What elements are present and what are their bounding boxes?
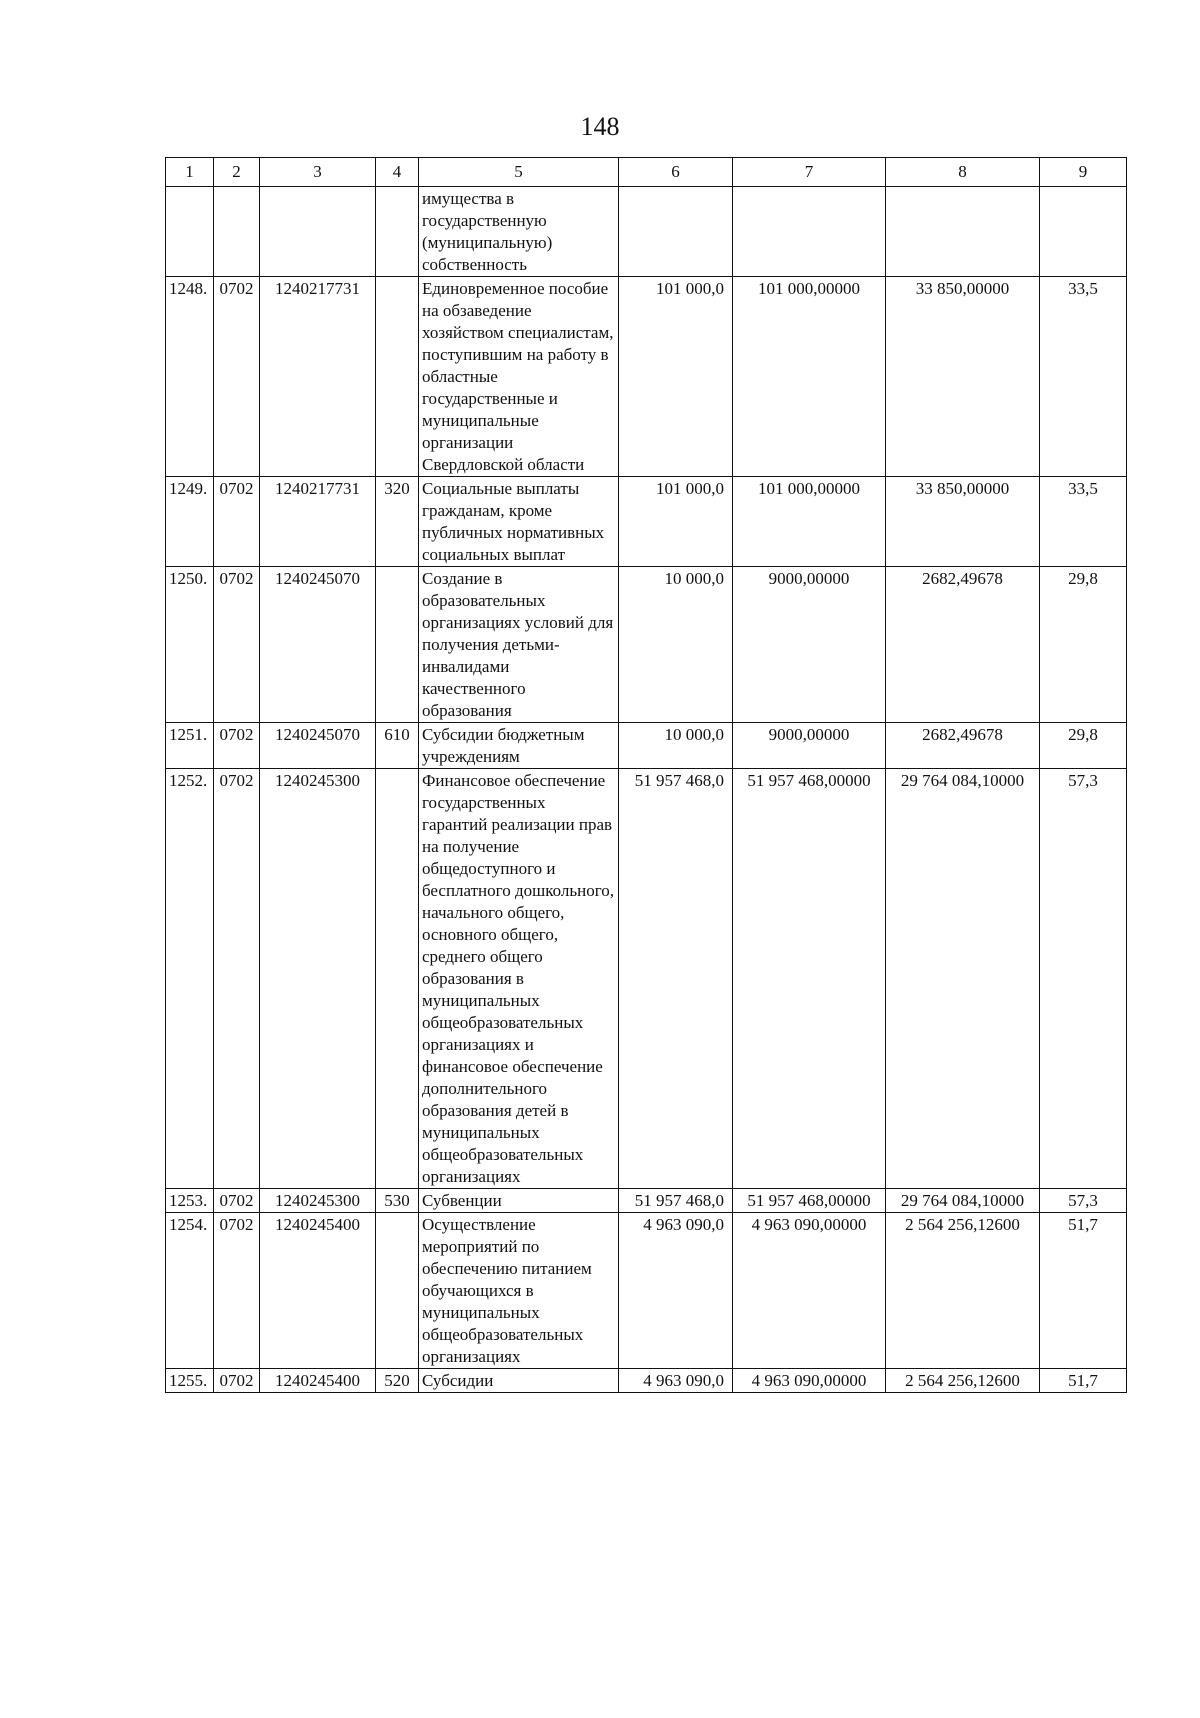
planned-amount: 4 963 090,00000 [733,1213,886,1369]
section-code: 0702 [214,567,260,723]
item-name: Субвенции [419,1189,619,1213]
table-header [166,158,1127,187]
executed-amount: 2 564 256,12600 [886,1369,1040,1393]
section-code: 0702 [214,769,260,1189]
executed-amount: 2682,49678 [886,723,1040,769]
table-row [166,477,1127,567]
target-code: 1240217731 [260,477,376,567]
planned-amount: 101 000,00000 [733,277,886,477]
executed-amount: 33 850,00000 [886,477,1040,567]
page-number: 148 [580,112,620,141]
executed-amount: 2682,49678 [886,567,1040,723]
approved-amount [619,187,733,277]
expense-type-code: 320 [376,477,419,567]
row-number: 1255. [166,1369,214,1393]
expense-type-code [376,187,419,277]
approved-amount: 51 957 468,0 [619,769,733,1189]
row-number: 1253. [166,1189,214,1213]
planned-amount: 9000,00000 [733,723,886,769]
item-name: Социальные выплаты гражданам, кроме публичных нормативных социальных выплат [419,477,619,567]
expense-type-code [376,769,419,1189]
section-code [214,187,260,277]
row-number: 1252. [166,769,214,1189]
executed-amount: 29 764 084,10000 [886,1189,1040,1213]
section-code: 0702 [214,1213,260,1369]
section-code: 0702 [214,277,260,477]
planned-amount: 4 963 090,00000 [733,1369,886,1393]
row-number [166,187,214,277]
table-row [166,187,1127,277]
execution-percent: 33,5 [1040,277,1127,477]
approved-amount: 4 963 090,0 [619,1213,733,1369]
item-name: Создание в образовательных организациях условий для получения детьми-инвалидами качественного образования [419,567,619,723]
planned-amount: 101 000,00000 [733,477,886,567]
planned-amount: 51 957 468,00000 [733,769,886,1189]
execution-percent: 33,5 [1040,477,1127,567]
target-code: 1240217731 [260,277,376,477]
execution-percent: 51,7 [1040,1369,1127,1393]
section-code: 0702 [214,1369,260,1393]
expense-type-code: 520 [376,1369,419,1393]
header-row [166,158,1127,187]
execution-percent: 29,8 [1040,567,1127,723]
expense-type-code [376,277,419,477]
header-col-5: 5 [419,158,619,187]
table-row [166,769,1127,1189]
item-name: имущества в государственную (муниципальную) собственность [419,187,619,277]
header-col-8: 8 [886,158,1040,187]
row-number: 1251. [166,723,214,769]
table-row [166,1369,1127,1393]
target-code: 1240245070 [260,723,376,769]
table-row [166,1213,1127,1369]
executed-amount: 29 764 084,10000 [886,769,1040,1189]
executed-amount: 2 564 256,12600 [886,1213,1040,1369]
header-col-2: 2 [214,158,260,187]
expense-type-code [376,1213,419,1369]
target-code: 1240245400 [260,1369,376,1393]
approved-amount: 101 000,0 [619,477,733,567]
header-col-4: 4 [376,158,419,187]
table-body [166,187,1127,1393]
row-number: 1249. [166,477,214,567]
expense-type-code: 610 [376,723,419,769]
approved-amount: 51 957 468,0 [619,1189,733,1213]
planned-amount: 51 957 468,00000 [733,1189,886,1213]
execution-percent: 57,3 [1040,769,1127,1189]
execution-percent: 29,8 [1040,723,1127,769]
section-code: 0702 [214,477,260,567]
item-name: Осуществление мероприятий по обеспечению питанием обучающихся в муниципальных общеобразовательных организациях [419,1213,619,1369]
section-code: 0702 [214,723,260,769]
header-col-1: 1 [166,158,214,187]
row-number: 1254. [166,1213,214,1369]
execution-percent: 57,3 [1040,1189,1127,1213]
row-number: 1250. [166,567,214,723]
header-col-9: 9 [1040,158,1127,187]
item-name: Субсидии бюджетным учреждениям [419,723,619,769]
item-name: Субсидии [419,1369,619,1393]
executed-amount [886,187,1040,277]
section-code: 0702 [214,1189,260,1213]
target-code: 1240245300 [260,1189,376,1213]
expense-type-code: 530 [376,1189,419,1213]
executed-amount: 33 850,00000 [886,277,1040,477]
planned-amount: 9000,00000 [733,567,886,723]
item-name: Единовременное пособие на обзаведение хозяйством специалистам, поступившим на работу в областные государственные и муниципальные организации Свердловской области [419,277,619,477]
item-name: Финансовое обеспечение государственных гарантий реализации прав на получение общедоступного и бесплатного дошкольного, начального общего, основного общего, среднего общего образования в муниципальных общеобразовательных организациях и финансовое обеспечение дополнительного образования детей в муниципальных общеобразовательных организациях [419,769,619,1189]
target-code: 1240245400 [260,1213,376,1369]
table-row [166,1189,1127,1213]
row-number: 1248. [166,277,214,477]
planned-amount [733,187,886,277]
approved-amount: 101 000,0 [619,277,733,477]
expense-type-code [376,567,419,723]
target-code: 1240245070 [260,567,376,723]
table-row [166,277,1127,477]
table-row [166,723,1127,769]
header-col-7: 7 [733,158,886,187]
approved-amount: 10 000,0 [619,723,733,769]
execution-percent: 51,7 [1040,1213,1127,1369]
header-col-6: 6 [619,158,733,187]
approved-amount: 4 963 090,0 [619,1369,733,1393]
execution-percent [1040,187,1127,277]
table-row [166,567,1127,723]
target-code: 1240245300 [260,769,376,1189]
approved-amount: 10 000,0 [619,567,733,723]
target-code [260,187,376,277]
header-col-3: 3 [260,158,376,187]
budget-table [165,157,1127,1393]
